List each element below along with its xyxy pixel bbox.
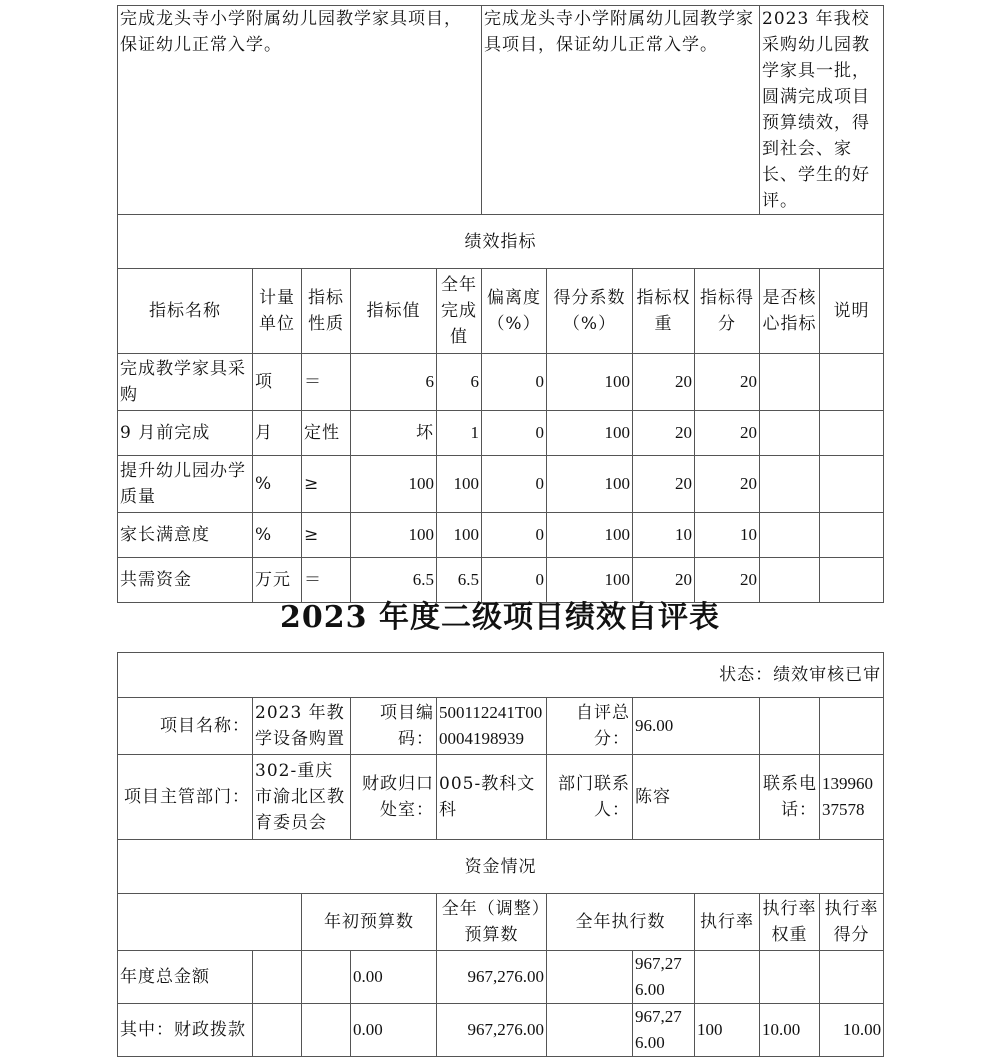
cell-deviation: 0 xyxy=(482,354,547,411)
annual-goal-cell: 完成龙头寺小学附属幼儿园教学家具项目，保证幼儿正常入学。 xyxy=(482,6,760,215)
finance-office-label: 财政归口处室： xyxy=(351,755,437,840)
cell-nature: ＝ xyxy=(302,354,351,411)
cell-score xyxy=(820,951,884,1004)
cell-weight: 20 xyxy=(633,354,695,411)
cell-nature: ≥ xyxy=(302,513,351,558)
cell-is-core xyxy=(760,513,820,558)
header-initial-budget: 年初预算数 xyxy=(302,894,437,951)
cell-is-core xyxy=(760,411,820,456)
cell-completion: 6 xyxy=(437,354,482,411)
cell-nature: 定性 xyxy=(302,411,351,456)
cell-completion: 6.5 xyxy=(437,558,482,603)
table-row xyxy=(118,411,884,456)
cell-executed: 967,276.00 xyxy=(633,1004,695,1057)
performance-indicator-table xyxy=(117,5,884,603)
section-title-funds: 资金情况 xyxy=(118,840,884,894)
cell-adjusted: 967,276.00 xyxy=(437,1004,547,1057)
cell-coefficient: 100 xyxy=(547,513,633,558)
cell-coefficient: 100 xyxy=(547,456,633,513)
header-deviation: 偏离度（%） xyxy=(482,269,547,354)
cell-nature: ＝ xyxy=(302,558,351,603)
status-badge: 状态：绩效审核已审 xyxy=(118,653,884,698)
cell-deviation: 0 xyxy=(482,558,547,603)
header-target-value: 指标值 xyxy=(351,269,437,354)
contact-value: 陈容 xyxy=(633,755,760,840)
cell-deviation: 0 xyxy=(482,513,547,558)
cell-score: 10.00 xyxy=(820,1004,884,1057)
cell-name: 完成教学家具采购 xyxy=(118,354,253,411)
cell-unit: % xyxy=(253,456,302,513)
self-score-label: 自评总分： xyxy=(547,698,633,755)
header-exec-rate: 执行率 xyxy=(695,894,760,951)
cell-is-core xyxy=(760,354,820,411)
cell-is-core xyxy=(760,456,820,513)
cell-executed: 967,276.00 xyxy=(633,951,695,1004)
self-score-value: 96.00 xyxy=(633,698,760,755)
cell-initial: 0.00 xyxy=(351,1004,437,1057)
contact-label: 部门联系人： xyxy=(547,755,633,840)
row-label: 其中：财政拨款 xyxy=(118,1004,253,1057)
cell-note xyxy=(820,513,884,558)
dept-label: 项目主管部门： xyxy=(118,755,253,840)
completion-cell: 2023 年我校采购幼儿园教学家具一批，圆满完成项目预算绩效，得到社会、家长、学生的好评。 xyxy=(760,6,884,215)
header-indicator-name: 指标名称 xyxy=(118,269,253,354)
header-exec-score: 执行率得分 xyxy=(820,894,884,951)
goal-cell: 完成龙头寺小学附属幼儿园教学家具项目，保证幼儿正常入学。 xyxy=(118,6,482,215)
cell-coefficient: 100 xyxy=(547,354,633,411)
header-exec-weight: 执行率权重 xyxy=(760,894,820,951)
cell-weight: 10.00 xyxy=(760,1004,820,1057)
header-executed: 全年执行数 xyxy=(547,894,695,951)
cell-note xyxy=(820,456,884,513)
cell-completion: 1 xyxy=(437,411,482,456)
cell-score: 20 xyxy=(695,456,760,513)
header-note: 说明 xyxy=(820,269,884,354)
cell-weight: 20 xyxy=(633,411,695,456)
table-row xyxy=(118,1004,884,1057)
self-evaluation-table xyxy=(117,652,884,1057)
project-name-value: 2023 年教学设备购置 xyxy=(253,698,351,755)
table-row xyxy=(118,951,884,1004)
cell-name: 提升幼儿园办学质量 xyxy=(118,456,253,513)
dept-value: 302-重庆市渝北区教育委员会 xyxy=(253,755,351,840)
cell-unit: 项 xyxy=(253,354,302,411)
project-code-value: 500112241T000004198939 xyxy=(437,698,547,755)
header-nature: 指标性质 xyxy=(302,269,351,354)
cell-name: 9 月前完成 xyxy=(118,411,253,456)
section-title-indicators: 绩效指标 xyxy=(118,215,884,269)
cell-target: 坏 xyxy=(351,411,437,456)
header-score: 指标得分 xyxy=(695,269,760,354)
cell-target: 6.5 xyxy=(351,558,437,603)
cell-nature: ≥ xyxy=(302,456,351,513)
cell-deviation: 0 xyxy=(482,456,547,513)
phone-label: 联系电话： xyxy=(760,755,820,840)
cell-unit: 万元 xyxy=(253,558,302,603)
cell-coefficient: 100 xyxy=(547,558,633,603)
cell-score: 20 xyxy=(695,558,760,603)
cell-target: 100 xyxy=(351,456,437,513)
finance-office-value: 005-教科文科 xyxy=(437,755,547,840)
cell-adjusted: 967,276.00 xyxy=(437,951,547,1004)
cell-score: 20 xyxy=(695,411,760,456)
cell-rate: 100 xyxy=(695,1004,760,1057)
cell-unit: % xyxy=(253,513,302,558)
cell-weight xyxy=(760,951,820,1004)
cell-score: 20 xyxy=(695,354,760,411)
header-score-coefficient: 得分系数（%） xyxy=(547,269,633,354)
cell-score: 10 xyxy=(695,513,760,558)
row-label: 年度总金额 xyxy=(118,951,253,1004)
cell-target: 6 xyxy=(351,354,437,411)
header-adjusted-budget: 全年（调整）预算数 xyxy=(437,894,547,951)
table-row xyxy=(118,513,884,558)
cell-weight: 20 xyxy=(633,456,695,513)
header-is-core: 是否核心指标 xyxy=(760,269,820,354)
cell-note xyxy=(820,411,884,456)
cell-name: 共需资金 xyxy=(118,558,253,603)
cell-target: 100 xyxy=(351,513,437,558)
cell-name: 家长满意度 xyxy=(118,513,253,558)
cell-completion: 100 xyxy=(437,513,482,558)
cell-coefficient: 100 xyxy=(547,411,633,456)
project-name-label: 项目名称： xyxy=(118,698,253,755)
cell-initial: 0.00 xyxy=(351,951,437,1004)
cell-note xyxy=(820,354,884,411)
header-annual-completion: 全年完成值 xyxy=(437,269,482,354)
phone-value: 13996037578 xyxy=(820,755,884,840)
page-title: 2023 年度二级项目绩效自评表 xyxy=(280,600,720,635)
cell-deviation: 0 xyxy=(482,411,547,456)
cell-completion: 100 xyxy=(437,456,482,513)
table-row xyxy=(118,456,884,513)
table-row xyxy=(118,354,884,411)
header-weight: 指标权重 xyxy=(633,269,695,354)
cell-unit: 月 xyxy=(253,411,302,456)
cell-weight: 10 xyxy=(633,513,695,558)
cell-rate xyxy=(695,951,760,1004)
cell-weight: 20 xyxy=(633,558,695,603)
header-unit: 计量单位 xyxy=(253,269,302,354)
project-code-label: 项目编码： xyxy=(351,698,437,755)
